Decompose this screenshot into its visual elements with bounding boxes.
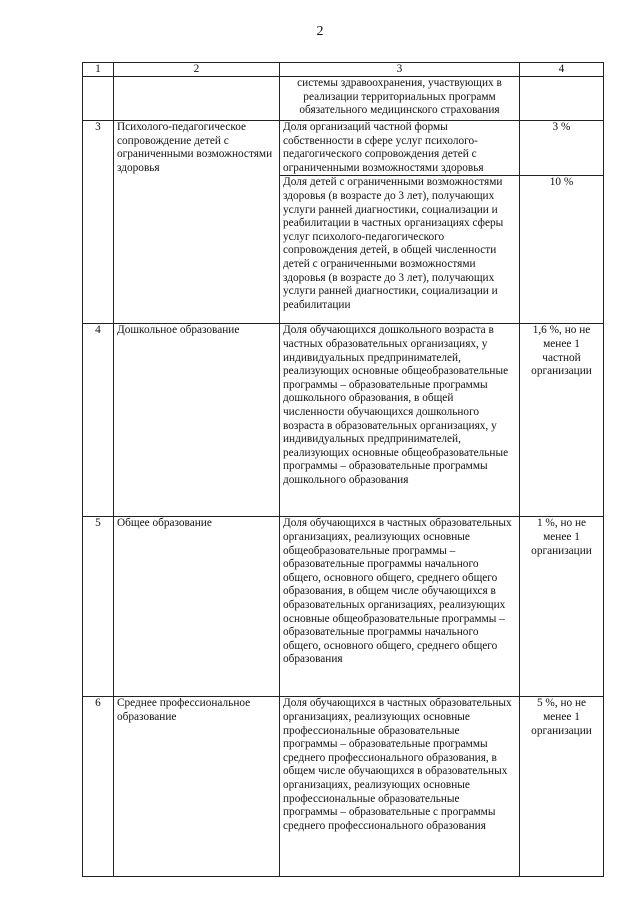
table-row	[83, 121, 604, 176]
table-row	[83, 697, 604, 877]
target-value: 10 %	[520, 176, 604, 324]
header-col-2: 2	[114, 63, 280, 77]
indicator-text: Доля обучающихся в частных образовательных организациях, реализующих основные профессиональные образовательные программы – образовательные программы среднего профессионального образования, в общем числе обучающихся в образовательных организациях, реализующих основные профессиональные образовательные программы – образовательные с программы среднего профессионального образования	[280, 697, 520, 877]
target-value: 1,6 %, но не менее 1 частной организации	[520, 324, 604, 517]
market-name: Среднее профессиональное образование	[114, 697, 280, 877]
header-col-4: 4	[520, 63, 604, 77]
target-value	[520, 77, 604, 121]
target-value: 3 %	[520, 121, 604, 176]
header-col-1: 1	[83, 63, 114, 77]
table-row	[83, 324, 604, 517]
page-number: 2	[316, 24, 324, 39]
row-number	[83, 77, 114, 121]
market-name: Общее образование	[114, 517, 280, 697]
header-col-3: 3	[280, 63, 520, 77]
target-value: 1 %, но не менее 1 организации	[520, 517, 604, 697]
table-row	[83, 517, 604, 697]
indicator-text: Доля обучающихся дошкольного возраста в частных образовательных организациях, у индивидуальных предпринимателей, реализующих основные общеобразовательные программы – образовательные программы дошкольного образования, в общей численности обучающихся дошкольного возраста в образовательных организациях, у индивидуальных предпринимателей, реализующих основные общеобразовательные программы – образовательные программы дошкольного образования	[280, 324, 520, 517]
row-number: 4	[83, 324, 114, 517]
indicators-table	[82, 62, 604, 877]
market-name: Психолого-педагогическое сопровождение детей с ограниченными возможностями здоровья	[114, 121, 280, 324]
market-name: Дошкольное образование	[114, 324, 280, 517]
table-header-row	[83, 63, 604, 77]
target-value: 5 %, но не менее 1 организации	[520, 697, 604, 877]
market-name	[114, 77, 280, 121]
table-row	[83, 77, 604, 121]
indicator-text: системы здравоохранения, участвующих в реализации территориальных программ обязательного медицинского страхования	[280, 77, 520, 121]
row-number: 3	[83, 121, 114, 324]
indicator-text: Доля детей с ограниченными возможностями здоровья (в возрасте до 3 лет), получающих услуги ранней диагностики, социализации и реабилитации в частных организациях сферы услуг психолого-педагогического сопровождения детей, в общей численности детей с ограниченными возможностями здоровья (в возрасте до 3 лет), получающих услуги ранней диагностики, социализации и реабилитации	[280, 176, 520, 324]
row-number: 5	[83, 517, 114, 697]
indicator-text: Доля организаций частной формы собственности в сфере услуг психолого-педагогического сопровождения детей с ограниченными возможностями здоровья	[280, 121, 520, 176]
indicator-text: Доля обучающихся в частных образовательных организациях, реализующих основные общеобразовательные программы – образовательные программы начального общего, основного общего, среднего общего образования, в общем числе обучающихся в образовательных организациях, реализующих основные общеобразовательные программы – образовательные программы начального общего, основного общего, среднего общего образования	[280, 517, 520, 697]
row-number: 6	[83, 697, 114, 877]
